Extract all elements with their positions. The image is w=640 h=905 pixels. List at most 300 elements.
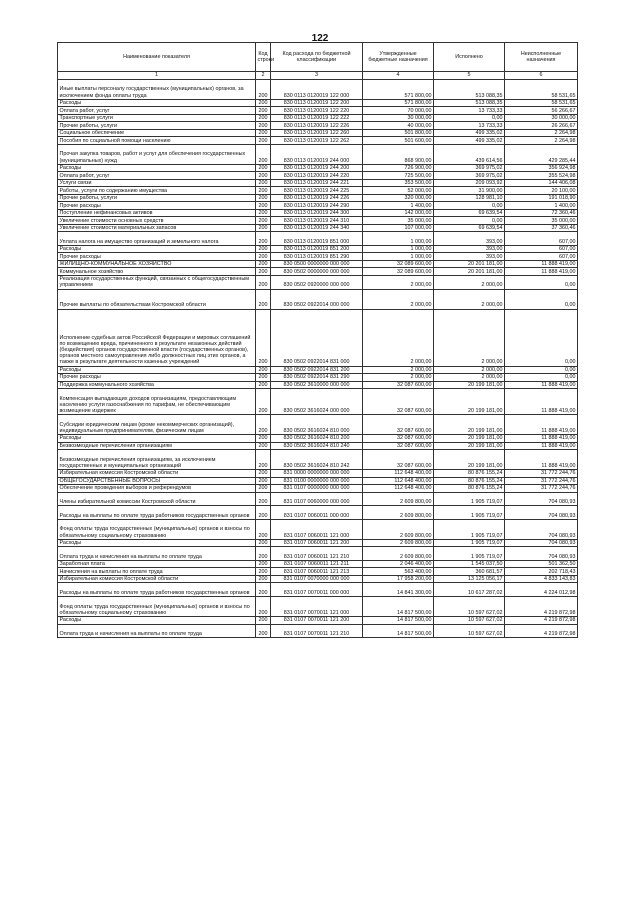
row-name: Прочие расходы — [58, 374, 256, 382]
row-name: Безвозмездные перечисления организациям, за исключением государственных и муниципальных организаций — [58, 450, 256, 470]
row-budget-code: 831 0107 0060011 121 200 — [271, 539, 363, 547]
row-budget-code: 830 0113 0120019 244 300 — [271, 209, 363, 217]
row-budget-code: 831 0107 0070011 121 000 — [271, 597, 363, 617]
header-budget-code: Код расхода по бюджетной классификации — [271, 43, 363, 72]
row-executed: 1 545 037,50 — [434, 560, 505, 568]
table-row — [58, 492, 578, 506]
header-approved: Утвержденные бюджетные назначения — [363, 43, 434, 72]
table-row — [58, 597, 578, 617]
table-row — [58, 568, 578, 576]
row-line-code: 200 — [256, 583, 271, 597]
row-executed: 1 905 719,07 — [434, 492, 505, 506]
row-unexecuted: 11 888 419,00 — [505, 268, 578, 276]
table-row — [58, 187, 578, 195]
row-approved: 17 958 200,00 — [363, 575, 434, 583]
row-executed: 20 199 181,00 — [434, 389, 505, 415]
row-executed: 69 639,54 — [434, 224, 505, 232]
row-unexecuted: 607,00 — [505, 232, 578, 246]
row-approved: 142 000,00 — [363, 209, 434, 217]
row-name: Увеличение стоимости материальных запасов — [58, 224, 256, 232]
row-executed: 13 733,33 — [434, 122, 505, 130]
row-unexecuted: 704 080,93 — [505, 547, 578, 561]
column-number: 2 — [256, 72, 271, 80]
row-name: Социальное обеспечение — [58, 129, 256, 137]
row-name: Прочая закупка товаров, работ и услуг для обеспечения государственных (муниципальных) нужд — [58, 144, 256, 164]
row-line-code: 200 — [256, 506, 271, 520]
row-executed: 20 201 181,00 — [434, 260, 505, 268]
row-approved: 725 500,00 — [363, 172, 434, 180]
row-budget-code: 830 0502 3616024 810 242 — [271, 450, 363, 470]
row-unexecuted: 11 888 419,00 — [505, 389, 578, 415]
row-unexecuted: 37 360,46 — [505, 224, 578, 232]
row-line-code: 200 — [256, 275, 271, 289]
row-line-code: 200 — [256, 99, 271, 107]
column-number: 3 — [271, 72, 363, 80]
row-executed: 209 093,92 — [434, 179, 505, 187]
row-unexecuted: 4 224 012,98 — [505, 583, 578, 597]
row-unexecuted: 4 219 872,98 — [505, 624, 578, 638]
row-budget-code: 830 0502 0920000 000 000 — [271, 275, 363, 289]
row-unexecuted: 11 888 419,00 — [505, 450, 578, 470]
table-row — [58, 268, 578, 276]
table-row — [58, 450, 578, 470]
table-row — [58, 260, 578, 268]
row-budget-code: 830 0502 0922014 000 000 — [271, 289, 363, 309]
row-name: Расходы — [58, 164, 256, 172]
row-line-code: 200 — [256, 485, 271, 493]
row-executed: 439 614,56 — [434, 144, 505, 164]
row-executed: 393,00 — [434, 245, 505, 253]
row-name: Прочие работы, услуги — [58, 122, 256, 130]
row-name: Субсидии юридическим лицам (кроме некоммерческих организаций), индивидуальным предпринимателям, физическим лицам — [58, 415, 256, 435]
row-executed: 10 597 627,02 — [434, 617, 505, 625]
column-number: 4 — [363, 72, 434, 80]
row-executed: 80 876 155,24 — [434, 485, 505, 493]
row-unexecuted: 4 219 872,98 — [505, 597, 578, 617]
row-approved: 563 400,00 — [363, 568, 434, 576]
row-executed: 513 088,35 — [434, 80, 505, 100]
row-approved: 32 089 600,00 — [363, 268, 434, 276]
row-name: Реализация государственных функций, связанных с общегосударственным управлением — [58, 275, 256, 289]
row-approved: 40 000,00 — [363, 122, 434, 130]
row-unexecuted: 11 888 419,00 — [505, 260, 578, 268]
row-approved: 571 800,00 — [363, 99, 434, 107]
row-approved: 14 841 300,00 — [363, 583, 434, 597]
row-budget-code: 831 0107 0060000 000 000 — [271, 492, 363, 506]
row-budget-code: 831 0107 0060011 121 211 — [271, 560, 363, 568]
row-executed: 2 000,00 — [434, 374, 505, 382]
row-unexecuted: 11 888 419,00 — [505, 435, 578, 443]
row-unexecuted: 704 080,93 — [505, 492, 578, 506]
row-approved: 14 817 500,00 — [363, 617, 434, 625]
row-budget-code: 831 0107 0070011 121 200 — [271, 617, 363, 625]
table-row — [58, 470, 578, 478]
row-executed: 2 000,00 — [434, 275, 505, 289]
row-approved: 2 609 800,00 — [363, 492, 434, 506]
table-row — [58, 129, 578, 137]
row-approved: 2 046 400,00 — [363, 560, 434, 568]
row-name: Фонд оплаты труда государственных (муниципальных) органов и взносы по обязательному социальному страхованию — [58, 519, 256, 539]
row-executed: 1 905 719,07 — [434, 539, 505, 547]
row-name: Расходы на выплаты по оплате труда работников государственных органов — [58, 506, 256, 520]
row-approved: 52 000,00 — [363, 187, 434, 195]
row-approved: 32 087 600,00 — [363, 435, 434, 443]
table-row — [58, 137, 578, 145]
row-unexecuted: 4 219 872,98 — [505, 617, 578, 625]
row-name: Прочие расходы — [58, 253, 256, 261]
row-line-code: 200 — [256, 575, 271, 583]
row-executed: 13 125 056,17 — [434, 575, 505, 583]
row-line-code: 200 — [256, 366, 271, 374]
row-name: Транспортные услуги — [58, 114, 256, 122]
row-line-code: 200 — [256, 172, 271, 180]
row-executed: 20 199 181,00 — [434, 435, 505, 443]
row-budget-code: 831 0107 0060011 121 213 — [271, 568, 363, 576]
row-budget-code: 830 0113 0120019 244 000 — [271, 144, 363, 164]
row-line-code: 200 — [256, 519, 271, 539]
row-budget-code: 830 0113 0120019 122 262 — [271, 137, 363, 145]
row-unexecuted: 58 531,65 — [505, 99, 578, 107]
row-budget-code: 830 0113 0120019 122 000 — [271, 80, 363, 100]
column-number: 6 — [505, 72, 578, 80]
row-name: Прочие работы, услуги — [58, 194, 256, 202]
row-unexecuted: 2 264,98 — [505, 137, 578, 145]
row-line-code: 200 — [256, 415, 271, 435]
row-budget-code: 831 0100 0000000 000 000 — [271, 477, 363, 485]
header-indicator-name: Наименование показателя — [58, 43, 256, 72]
row-budget-code: 831 0107 0070011 121 210 — [271, 624, 363, 638]
row-line-code: 200 — [256, 260, 271, 268]
row-unexecuted: 0,00 — [505, 374, 578, 382]
row-approved: 320 000,00 — [363, 194, 434, 202]
row-approved: 2 609 800,00 — [363, 539, 434, 547]
row-approved: 32 087 600,00 — [363, 415, 434, 435]
row-executed: 2 000,00 — [434, 289, 505, 309]
row-line-code: 200 — [256, 137, 271, 145]
row-line-code: 200 — [256, 470, 271, 478]
row-budget-code: 830 0113 0120019 851 290 — [271, 253, 363, 261]
row-executed: 10 617 287,02 — [434, 583, 505, 597]
row-budget-code: 830 0502 3616024 810 240 — [271, 442, 363, 450]
row-executed: 20 199 181,00 — [434, 450, 505, 470]
row-budget-code: 830 0502 0922014 831 200 — [271, 366, 363, 374]
row-approved: 32 087 600,00 — [363, 381, 434, 389]
row-name: Избирательная комиссия Костромской области — [58, 470, 256, 478]
row-budget-code: 831 0000 0000000 000 000 — [271, 470, 363, 478]
row-line-code: 200 — [256, 547, 271, 561]
row-budget-code: 830 0113 0120019 122 200 — [271, 99, 363, 107]
table-row — [58, 80, 578, 100]
row-name: Начисления на выплаты по оплате труда — [58, 568, 256, 576]
row-unexecuted: 11 888 419,00 — [505, 381, 578, 389]
row-line-code: 200 — [256, 289, 271, 309]
table-row — [58, 107, 578, 115]
row-executed: 69 639,54 — [434, 209, 505, 217]
row-line-code: 200 — [256, 144, 271, 164]
row-executed: 20 199 181,00 — [434, 381, 505, 389]
row-executed: 513 088,35 — [434, 99, 505, 107]
table-header — [58, 43, 578, 80]
row-executed: 0,00 — [434, 114, 505, 122]
row-line-code: 200 — [256, 617, 271, 625]
row-budget-code: 830 0113 0120019 122 226 — [271, 122, 363, 130]
row-name: ОБЩЕГОСУДАРСТВЕННЫЕ ВОПРОСЫ — [58, 477, 256, 485]
row-budget-code: 830 0113 0120019 851 200 — [271, 245, 363, 253]
row-executed: 1 905 719,07 — [434, 506, 505, 520]
row-executed: 2 000,00 — [434, 309, 505, 366]
row-name: Расходы — [58, 617, 256, 625]
row-unexecuted: 607,00 — [505, 253, 578, 261]
row-budget-code: 830 0113 0120019 244 225 — [271, 187, 363, 195]
row-approved: 1 000,00 — [363, 232, 434, 246]
table-row — [58, 381, 578, 389]
row-budget-code: 830 0113 0120019 244 290 — [271, 202, 363, 210]
row-approved: 1 400,00 — [363, 202, 434, 210]
row-name: Оплата труда и начисления на выплаты по оплате труда — [58, 624, 256, 638]
row-name: ЖИЛИЩНО-КОММУНАЛЬНОЕ ХОЗЯЙСТВО — [58, 260, 256, 268]
row-approved: 2 000,00 — [363, 275, 434, 289]
row-approved: 32 087 600,00 — [363, 442, 434, 450]
row-executed: 10 597 627,02 — [434, 624, 505, 638]
row-executed: 0,00 — [434, 202, 505, 210]
table-row — [58, 539, 578, 547]
row-line-code: 200 — [256, 122, 271, 130]
row-name: Безвозмездные перечисления организациям — [58, 442, 256, 450]
row-executed: 360 681,57 — [434, 568, 505, 576]
header-line-code: Код строки — [256, 43, 271, 72]
row-line-code: 200 — [256, 539, 271, 547]
row-approved: 112 648 400,00 — [363, 470, 434, 478]
row-approved: 32 087 600,00 — [363, 389, 434, 415]
row-unexecuted: 72 360,46 — [505, 209, 578, 217]
row-unexecuted: 429 285,44 — [505, 144, 578, 164]
row-budget-code: 830 0113 0120019 244 226 — [271, 194, 363, 202]
row-approved: 2 000,00 — [363, 366, 434, 374]
row-unexecuted: 11 888 419,00 — [505, 415, 578, 435]
row-unexecuted: 58 531,65 — [505, 80, 578, 100]
table-row — [58, 232, 578, 246]
row-line-code: 200 — [256, 442, 271, 450]
table-row — [58, 442, 578, 450]
row-budget-code: 831 0107 0070000 000 000 — [271, 575, 363, 583]
row-name: Уплата налога на имущество организаций и земельного налога — [58, 232, 256, 246]
row-name: Пособия по социальной помощи населению — [58, 137, 256, 145]
row-line-code: 200 — [256, 209, 271, 217]
row-line-code: 200 — [256, 268, 271, 276]
row-approved: 2 609 800,00 — [363, 547, 434, 561]
row-name: Расходы — [58, 99, 256, 107]
row-executed: 393,00 — [434, 253, 505, 261]
row-name: Прочие выплаты по обязательствам Костромской области — [58, 289, 256, 309]
row-name: Избирательная комиссия Костромской области — [58, 575, 256, 583]
table-row — [58, 209, 578, 217]
table-row — [58, 435, 578, 443]
row-unexecuted: 56 266,67 — [505, 107, 578, 115]
table-row — [58, 144, 578, 164]
row-unexecuted: 0,00 — [505, 366, 578, 374]
budget-execution-table — [57, 42, 578, 638]
header-executed: Исполнено — [434, 43, 505, 72]
row-name: Увеличение стоимости основных средств — [58, 217, 256, 225]
row-unexecuted: 202 718,43 — [505, 568, 578, 576]
row-line-code: 200 — [256, 187, 271, 195]
row-name: Оплата труда и начисления на выплаты по оплате труда — [58, 547, 256, 561]
row-line-code: 200 — [256, 164, 271, 172]
row-line-code: 200 — [256, 477, 271, 485]
row-executed: 499 335,02 — [434, 137, 505, 145]
row-executed: 128 981,10 — [434, 194, 505, 202]
row-line-code: 200 — [256, 232, 271, 246]
row-unexecuted: 355 524,98 — [505, 172, 578, 180]
row-unexecuted: 607,00 — [505, 245, 578, 253]
row-executed: 2 000,00 — [434, 366, 505, 374]
row-line-code: 200 — [256, 309, 271, 366]
row-name: Исполнение судебных актов Российской Федерации и мировых соглашений по возмещению вреда, причиненного в результате незаконных действий (бездействия) органов государственной власти (государственных органов), органов местного самоуправления либо должностных лиц этих органов, а также в результате деятельности казенных учреждений — [58, 309, 256, 366]
row-line-code: 200 — [256, 560, 271, 568]
row-unexecuted: 11 888 419,00 — [505, 442, 578, 450]
row-line-code: 200 — [256, 568, 271, 576]
row-line-code: 200 — [256, 129, 271, 137]
row-line-code: 200 — [256, 217, 271, 225]
row-executed: 499 335,02 — [434, 129, 505, 137]
row-budget-code: 830 0502 0922014 831 000 — [271, 309, 363, 366]
row-budget-code: 830 0113 0120019 244 220 — [271, 172, 363, 180]
row-executed: 20 199 181,00 — [434, 415, 505, 435]
row-executed: 20 199 181,00 — [434, 442, 505, 450]
row-line-code: 200 — [256, 597, 271, 617]
row-unexecuted: 704 080,93 — [505, 519, 578, 539]
row-line-code: 200 — [256, 450, 271, 470]
row-budget-code: 830 0502 3616024 810 200 — [271, 435, 363, 443]
table-row — [58, 309, 578, 366]
row-approved: 2 000,00 — [363, 309, 434, 366]
row-name: Иные выплаты персоналу государственных (муниципальных) органов, за исключением фонда оплаты труда — [58, 80, 256, 100]
table-row — [58, 415, 578, 435]
row-line-code: 200 — [256, 224, 271, 232]
row-executed: 10 597 627,02 — [434, 597, 505, 617]
row-budget-code: 830 0113 0120019 122 260 — [271, 129, 363, 137]
table-row — [58, 519, 578, 539]
row-approved: 14 817 500,00 — [363, 597, 434, 617]
row-approved: 353 500,00 — [363, 179, 434, 187]
row-approved: 112 648 400,00 — [363, 477, 434, 485]
row-unexecuted: 0,00 — [505, 275, 578, 289]
row-executed: 369 975,02 — [434, 164, 505, 172]
table-row — [58, 172, 578, 180]
table-row — [58, 122, 578, 130]
row-approved: 1 000,00 — [363, 253, 434, 261]
row-line-code: 200 — [256, 245, 271, 253]
row-line-code: 200 — [256, 624, 271, 638]
table-row — [58, 560, 578, 568]
row-approved: 571 800,00 — [363, 80, 434, 100]
row-approved: 32 089 600,00 — [363, 260, 434, 268]
row-line-code: 200 — [256, 179, 271, 187]
table-row — [58, 506, 578, 520]
row-name: Поддержка коммунального хозяйства — [58, 381, 256, 389]
row-unexecuted: 35 000,00 — [505, 217, 578, 225]
table-row — [58, 179, 578, 187]
row-name: Расходы на выплаты по оплате труда работников государственных органов — [58, 583, 256, 597]
row-unexecuted: 30 000,00 — [505, 114, 578, 122]
table-row — [58, 289, 578, 309]
column-number: 5 — [434, 72, 505, 80]
row-line-code: 200 — [256, 435, 271, 443]
row-name: Поступление нефинансовых активов — [58, 209, 256, 217]
row-budget-code: 830 0113 0120019 244 340 — [271, 224, 363, 232]
row-budget-code: 831 0107 0000000 000 000 — [271, 485, 363, 493]
row-budget-code: 830 0502 0000000 000 000 — [271, 268, 363, 276]
row-line-code: 200 — [256, 194, 271, 202]
row-budget-code: 831 0107 0060011 121 000 — [271, 519, 363, 539]
column-number: 1 — [58, 72, 256, 80]
row-name: Члены избирательной комиссии Костромской области — [58, 492, 256, 506]
row-line-code: 200 — [256, 114, 271, 122]
row-unexecuted: 4 833 143,83 — [505, 575, 578, 583]
row-executed: 13 733,33 — [434, 107, 505, 115]
table-body — [58, 80, 578, 638]
row-unexecuted: 26 266,67 — [505, 122, 578, 130]
row-unexecuted: 0,00 — [505, 289, 578, 309]
table-row — [58, 202, 578, 210]
row-approved: 868 900,00 — [363, 144, 434, 164]
row-name: Компенсация выпадающих доходов организациям, предоставляющим населению услуги газоснабжения по тарифам, не обеспечивающим возмещение издержек — [58, 389, 256, 415]
row-unexecuted: 31 772 244,76 — [505, 470, 578, 478]
row-line-code: 200 — [256, 374, 271, 382]
row-name: Оплата работ, услуг — [58, 107, 256, 115]
row-executed: 20 201 181,00 — [434, 268, 505, 276]
row-name: Расходы — [58, 539, 256, 547]
row-approved: 32 087 600,00 — [363, 450, 434, 470]
row-budget-code: 831 0107 0070011 000 000 — [271, 583, 363, 597]
table-row — [58, 253, 578, 261]
table-row — [58, 624, 578, 638]
page-number: 122 — [311, 33, 329, 44]
row-executed: 1 905 719,07 — [434, 519, 505, 539]
table-row — [58, 547, 578, 561]
row-unexecuted: 501 362,50 — [505, 560, 578, 568]
row-name: Прочие расходы — [58, 202, 256, 210]
table-row — [58, 224, 578, 232]
row-executed: 393,00 — [434, 232, 505, 246]
row-budget-code: 830 0502 3610000 000 000 — [271, 381, 363, 389]
row-executed: 1 905 719,07 — [434, 547, 505, 561]
row-unexecuted: 356 924,98 — [505, 164, 578, 172]
row-approved: 107 000,00 — [363, 224, 434, 232]
row-approved: 2 000,00 — [363, 374, 434, 382]
table-row — [58, 99, 578, 107]
row-line-code: 200 — [256, 80, 271, 100]
table-row — [58, 275, 578, 289]
row-approved: 2 000,00 — [363, 289, 434, 309]
table-row — [58, 617, 578, 625]
row-name: Оплата работ, услуг — [58, 172, 256, 180]
table-row — [58, 374, 578, 382]
row-budget-code: 830 0113 0120019 244 221 — [271, 179, 363, 187]
row-line-code: 200 — [256, 253, 271, 261]
row-line-code: 200 — [256, 492, 271, 506]
row-approved: 35 000,00 — [363, 217, 434, 225]
row-unexecuted: 0,00 — [505, 309, 578, 366]
row-budget-code: 830 0502 0922014 831 290 — [271, 374, 363, 382]
row-unexecuted: 1 400,00 — [505, 202, 578, 210]
row-approved: 501 800,00 — [363, 129, 434, 137]
row-name: Коммунальное хозяйство — [58, 268, 256, 276]
row-unexecuted: 704 080,93 — [505, 506, 578, 520]
table-row — [58, 114, 578, 122]
row-unexecuted: 31 772 244,76 — [505, 485, 578, 493]
table-row — [58, 389, 578, 415]
